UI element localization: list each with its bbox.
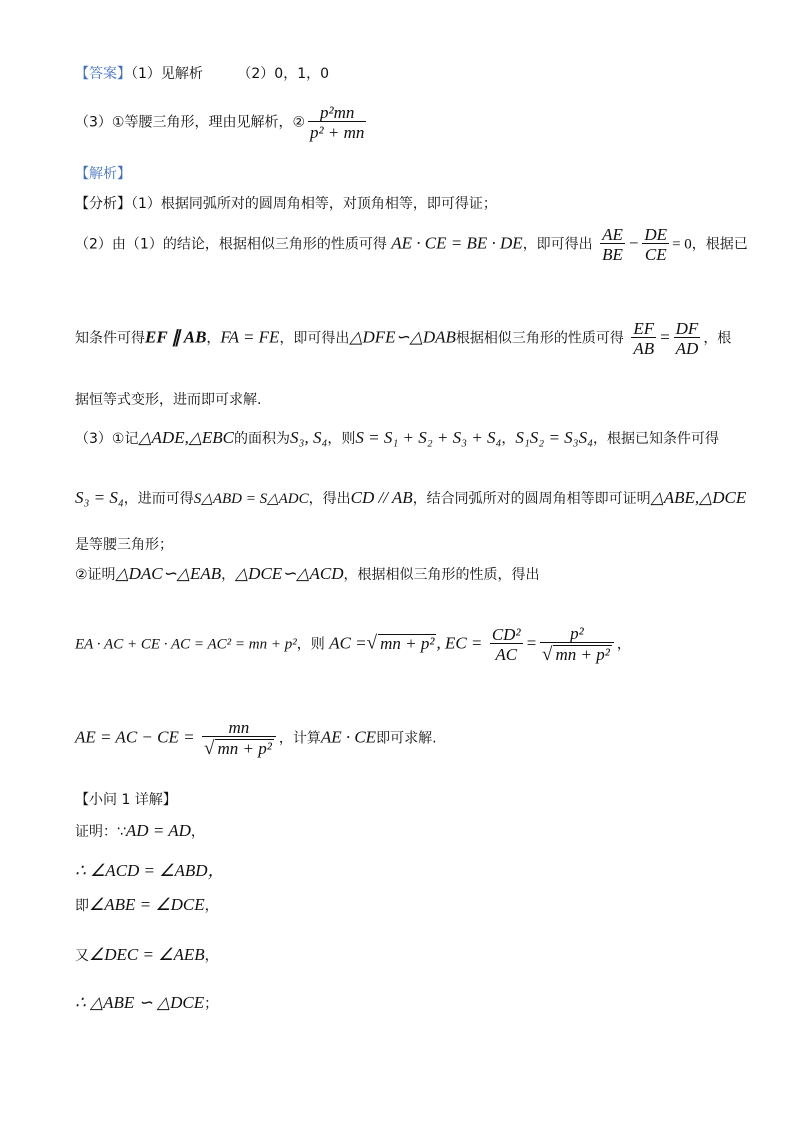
- formula-arc-ad: AD = AD: [125, 821, 191, 840]
- analysis-text-9a: ，则: [296, 636, 325, 653]
- formula-ea-ac-sum: EA · AC + CE · AC = AC² = mn + p²: [75, 636, 297, 653]
- comma: ，: [204, 898, 219, 914]
- fraction-cd2-ac: [490, 626, 523, 663]
- formula-s3-eq-s4: S₃ = S₄: [75, 488, 124, 507]
- frac-den: AB: [633, 339, 655, 358]
- analysis-text-10b: 即可求解.: [376, 730, 437, 747]
- analysis-text-2c: ，根据已: [691, 236, 748, 253]
- frac-num: AE: [602, 225, 623, 244]
- formula-ac-eq: AC =: [329, 633, 367, 653]
- semicolon: ；: [204, 996, 219, 1012]
- sqrt-radicand: mn + p²: [555, 645, 610, 664]
- frac-num: CD²: [491, 625, 521, 644]
- formula-similar-abe-dce: ∴ △ABE ∽ △DCE: [75, 993, 205, 1012]
- detail-line-3: [75, 896, 219, 913]
- analysis-text-7: 是等腰三角形；: [75, 537, 173, 553]
- proof-text-1a: 证明：∵: [75, 824, 126, 840]
- analysis-line-10: [75, 719, 437, 758]
- analysis-text-2a: （2）由（1）的结论，根据相似三角形的性质可得: [75, 236, 387, 253]
- frac-den: AC: [490, 643, 523, 663]
- detail-tag: 【小问 1 详解】: [75, 792, 177, 808]
- proof-text-3a: 即: [75, 898, 89, 914]
- frac-num: mn: [228, 718, 250, 737]
- frac-den-sqrt: [540, 642, 614, 664]
- analysis-text-5b: 的面积为: [234, 431, 291, 447]
- analysis-text-6b: ，得出: [308, 491, 351, 507]
- equals-sign: =: [525, 633, 538, 653]
- analysis-text-8c: ，根据相似三角形的性质，得出: [343, 567, 540, 583]
- formula-ae-ce-product: AE · CE: [320, 727, 377, 747]
- proof-text-4a: 又: [75, 948, 89, 964]
- analysis-line-2: [75, 226, 748, 263]
- formula-angle-abe-dce: ∠ABE = ∠DCE: [89, 895, 205, 914]
- answer-fraction-den: p² + mn: [310, 123, 365, 142]
- answer-part-3-text: （3）①等腰三角形，理由见解析，②: [75, 114, 306, 131]
- analysis-line-7: [75, 538, 173, 552]
- formula-angle-dec-aeb: ∠DEC = ∠AEB: [89, 945, 205, 964]
- answer-fraction: [308, 104, 366, 141]
- analysis-text-10a: ，计算: [278, 730, 321, 747]
- formula-s3-s4: S₃, S₄: [290, 428, 328, 447]
- analysis-text-1: （1）根据同弧所对的圆周角相等，对顶角相等，即可得证；: [131, 196, 497, 212]
- analysis-line-9: [75, 625, 631, 664]
- fenxi-tag: 【分析】: [75, 196, 131, 212]
- answer-part-1: （1）见解析: [131, 66, 203, 82]
- analysis-text-6c: ，结合同弧所对的圆周角相等即可证明: [412, 491, 651, 507]
- fraction-df-ad: [674, 320, 701, 357]
- sqrt-radicand: mn + p²: [217, 739, 272, 758]
- formula-ae-eq: AE = AC − CE =: [75, 727, 195, 747]
- equals-zero: = 0: [672, 236, 692, 253]
- fraction-mn-sqrt: [202, 719, 276, 758]
- comma: ，: [190, 824, 205, 840]
- analysis-text-6a: ，进而可得: [123, 491, 194, 507]
- fraction-p2-sqrt: [540, 625, 614, 664]
- comma: ，: [204, 948, 219, 964]
- formula-fa-fe: FA = FE: [220, 327, 280, 347]
- analysis-line-1: [75, 197, 497, 211]
- sqrt-radicand: mn + p²: [380, 633, 435, 653]
- analysis-line-5: [75, 429, 719, 446]
- formula-ec-eq: , EC =: [436, 633, 483, 653]
- formula-s-product: S₁S₂ = S₃S₄: [515, 428, 594, 447]
- frac-den: BE: [602, 245, 623, 264]
- detail-line-5: [75, 994, 218, 1011]
- comma: ，: [206, 330, 221, 347]
- formula-similar-dac-eab: △DAC∽△EAB: [115, 564, 222, 583]
- analysis-text-5a: （3）①记: [75, 431, 139, 447]
- analysis-text-3a: 知条件可得: [75, 330, 145, 347]
- comma: ，: [501, 431, 516, 447]
- fraction-ae-be: [600, 226, 625, 263]
- frac-num: DE: [644, 225, 668, 244]
- analysis-text-4: 据恒等式变形，进而即可求解.: [75, 392, 262, 408]
- frac-den: AD: [675, 339, 699, 358]
- analysis-tag-line: [75, 167, 131, 181]
- detail-line-4: [75, 946, 219, 963]
- analysis-text-3b: ，即可得出: [279, 330, 350, 347]
- formula-triangles-ade-ebc: △ADE,△EBC: [138, 428, 235, 447]
- analysis-line-6: [75, 489, 746, 507]
- formula-cd-parallel-ab: CD // AB: [350, 488, 413, 507]
- analysis-tag: 【解析】: [75, 166, 131, 182]
- analysis-line-3: [75, 320, 731, 357]
- answer-fraction-num: p²mn: [320, 103, 355, 122]
- analysis-line-4: [75, 393, 261, 407]
- detail-line-2: [75, 862, 225, 879]
- formula-ae-ce: AE · CE = BE · DE: [391, 233, 523, 253]
- analysis-text-8a: ②证明: [75, 567, 116, 583]
- formula-ef-parallel-ab: EF ∥ AB: [145, 327, 207, 347]
- analysis-text-3d: ，根: [703, 330, 732, 347]
- comma: ，: [221, 567, 236, 583]
- formula-area-abd-adc: S△ABD = S△ADC: [193, 491, 309, 507]
- equals-sign: =: [659, 327, 671, 347]
- answer-part-2: （2）0，1，0: [237, 66, 330, 82]
- comma: ，: [616, 636, 631, 653]
- frac-num: p²: [570, 624, 584, 643]
- analysis-text-3c: 根据相似三角形的性质可得: [455, 330, 624, 347]
- frac-num: DF: [675, 319, 699, 338]
- formula-triangles-abe-dce: △ABE,△DCE: [650, 488, 747, 507]
- analysis-text-2b: ，即可得出: [522, 236, 593, 253]
- analysis-text-5e: ，根据已知条件可得: [593, 431, 720, 447]
- analysis-text-5c: ，则: [327, 431, 356, 447]
- sqrt-icon: √: [204, 738, 215, 759]
- formula-similar-dce-acd: △DCE∽△ACD: [235, 564, 344, 583]
- fraction-de-ce: [642, 226, 669, 263]
- answer-line-2: [75, 104, 369, 141]
- detail-line-1: [75, 822, 205, 839]
- frac-den: CE: [642, 243, 669, 263]
- formula-angle-acd-abd: ∴ ∠ACD = ∠ABD，: [75, 861, 225, 880]
- formula-s-sum: S = S₁ + S₂ + S₃ + S₄: [355, 428, 502, 447]
- formula-similar-dfe-dab: △DFE∽△DAB: [349, 327, 456, 347]
- answer-tag: 【答案】: [75, 66, 131, 82]
- frac-den-sqrt: [202, 736, 276, 758]
- minus-sign: −: [627, 233, 640, 253]
- detail-tag-line: [75, 793, 177, 807]
- analysis-line-8: [75, 565, 540, 582]
- sqrt-icon: √: [366, 632, 378, 654]
- frac-num: EF: [633, 319, 655, 338]
- answer-line-1: [75, 67, 329, 81]
- fraction-ef-ab: [631, 320, 656, 357]
- sqrt-icon: √: [542, 644, 553, 665]
